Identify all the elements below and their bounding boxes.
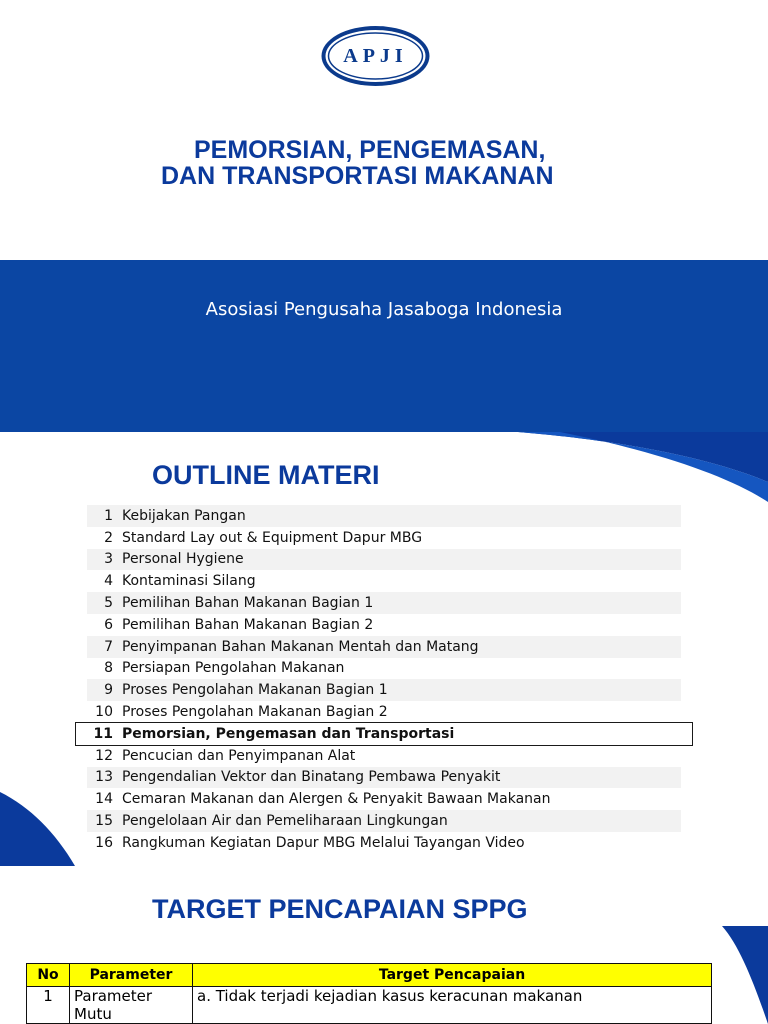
outline-item [87,745,681,767]
outline-item-number: 16 [95,834,113,851]
outline-item-number: 2 [104,529,113,546]
outline-item-number: 5 [104,595,113,612]
logo-text: APJI [343,44,408,67]
outline-item [87,658,681,680]
outline-item [87,527,681,549]
outline-item-number: 4 [104,573,113,590]
cell-parameter: Parameter Mutu [70,987,193,1024]
outline-item-number: 13 [95,769,113,786]
outline-item-label: Pencucian dan Penyimpanan Alat [122,747,356,764]
table-header-row [27,964,712,987]
outline-item-number: 8 [104,660,113,677]
outline-item-number: 9 [104,682,113,699]
presentation-title-line-2: DAN TRANSPORTASI MAKANAN [161,162,554,190]
outline-item [87,810,681,832]
outline-item-label: Pemorsian, Pengemasan dan Transportasi [122,725,455,742]
outline-item-number: 3 [104,551,113,568]
title-slide [0,0,768,260]
outline-item [87,549,681,571]
outline-item-label: Proses Pengolahan Makanan Bagian 2 [122,704,388,721]
outline-item-number: 7 [104,638,113,655]
header-target: Target Pencapaian [193,964,712,987]
outline-list [87,505,681,854]
outline-item [87,767,681,789]
presentation-title-line-1: PEMORSIAN, PENGEMASAN, [194,136,546,164]
outline-item-label: Kebijakan Pangan [122,507,246,524]
outline-item-number: 6 [104,616,113,633]
organization-subtitle: Asosiasi Pengusaha Jasaboga Indonesia [205,299,563,320]
outline-item-label: Rangkuman Kegiatan Dapur MBG Melalui Tayangan Video [122,834,525,851]
outline-item-number: 14 [95,791,113,808]
outline-item-number: 12 [95,747,113,764]
target-title: TARGET PENCAPAIAN SPPG [152,894,528,924]
outline-slide [0,432,768,866]
outline-item [87,614,681,636]
outline-item [87,701,681,723]
outline-item-label: Standard Lay out & Equipment Dapur MBG [122,529,423,546]
outline-item [87,505,681,527]
outline-item-label: Penyimpanan Bahan Makanan Mentah dan Matang [122,638,479,655]
outline-item-label: Cemaran Makanan dan Alergen & Penyakit Bawaan Makanan [122,791,551,808]
outline-item-label: Personal Hygiene [122,551,244,568]
outline-item-label: Pengendalian Vektor dan Binatang Pembawa Penyakit [122,769,501,786]
outline-title: OUTLINE MATERI [152,460,380,490]
outline-item-number: 11 [93,725,113,742]
outline-item [87,570,681,592]
outline-item-number: 1 [104,507,113,524]
header-parameter: Parameter [70,964,193,987]
subtitle-band [0,260,768,432]
outline-item-label: Persiapan Pengolahan Makanan [122,660,345,677]
outline-item [87,592,681,614]
outline-item [87,679,681,701]
outline-item [87,636,681,658]
apji-logo [320,25,431,87]
target-table [26,963,712,1024]
header-no: No [27,964,70,987]
outline-item-label: Proses Pengolahan Makanan Bagian 1 [122,682,388,699]
outline-item-label: Pemilihan Bahan Makanan Bagian 1 [122,595,374,612]
outline-item-number: 15 [95,813,113,830]
outline-item-number: 10 [95,704,113,721]
target-slide [0,866,768,1024]
cell-target: a. Tidak terjadi kejadian kasus keracunan makanan [193,987,712,1024]
outline-item-label: Pemilihan Bahan Makanan Bagian 2 [122,616,374,633]
table-row [27,987,712,1024]
outline-item-label: Kontaminasi Silang [122,573,256,590]
outline-item [87,788,681,810]
outline-item [87,832,681,854]
cell-no: 1 [27,987,70,1024]
outline-item-label: Pengelolaan Air dan Pemeliharaan Lingkungan [122,813,448,830]
outline-item-current [76,723,692,745]
